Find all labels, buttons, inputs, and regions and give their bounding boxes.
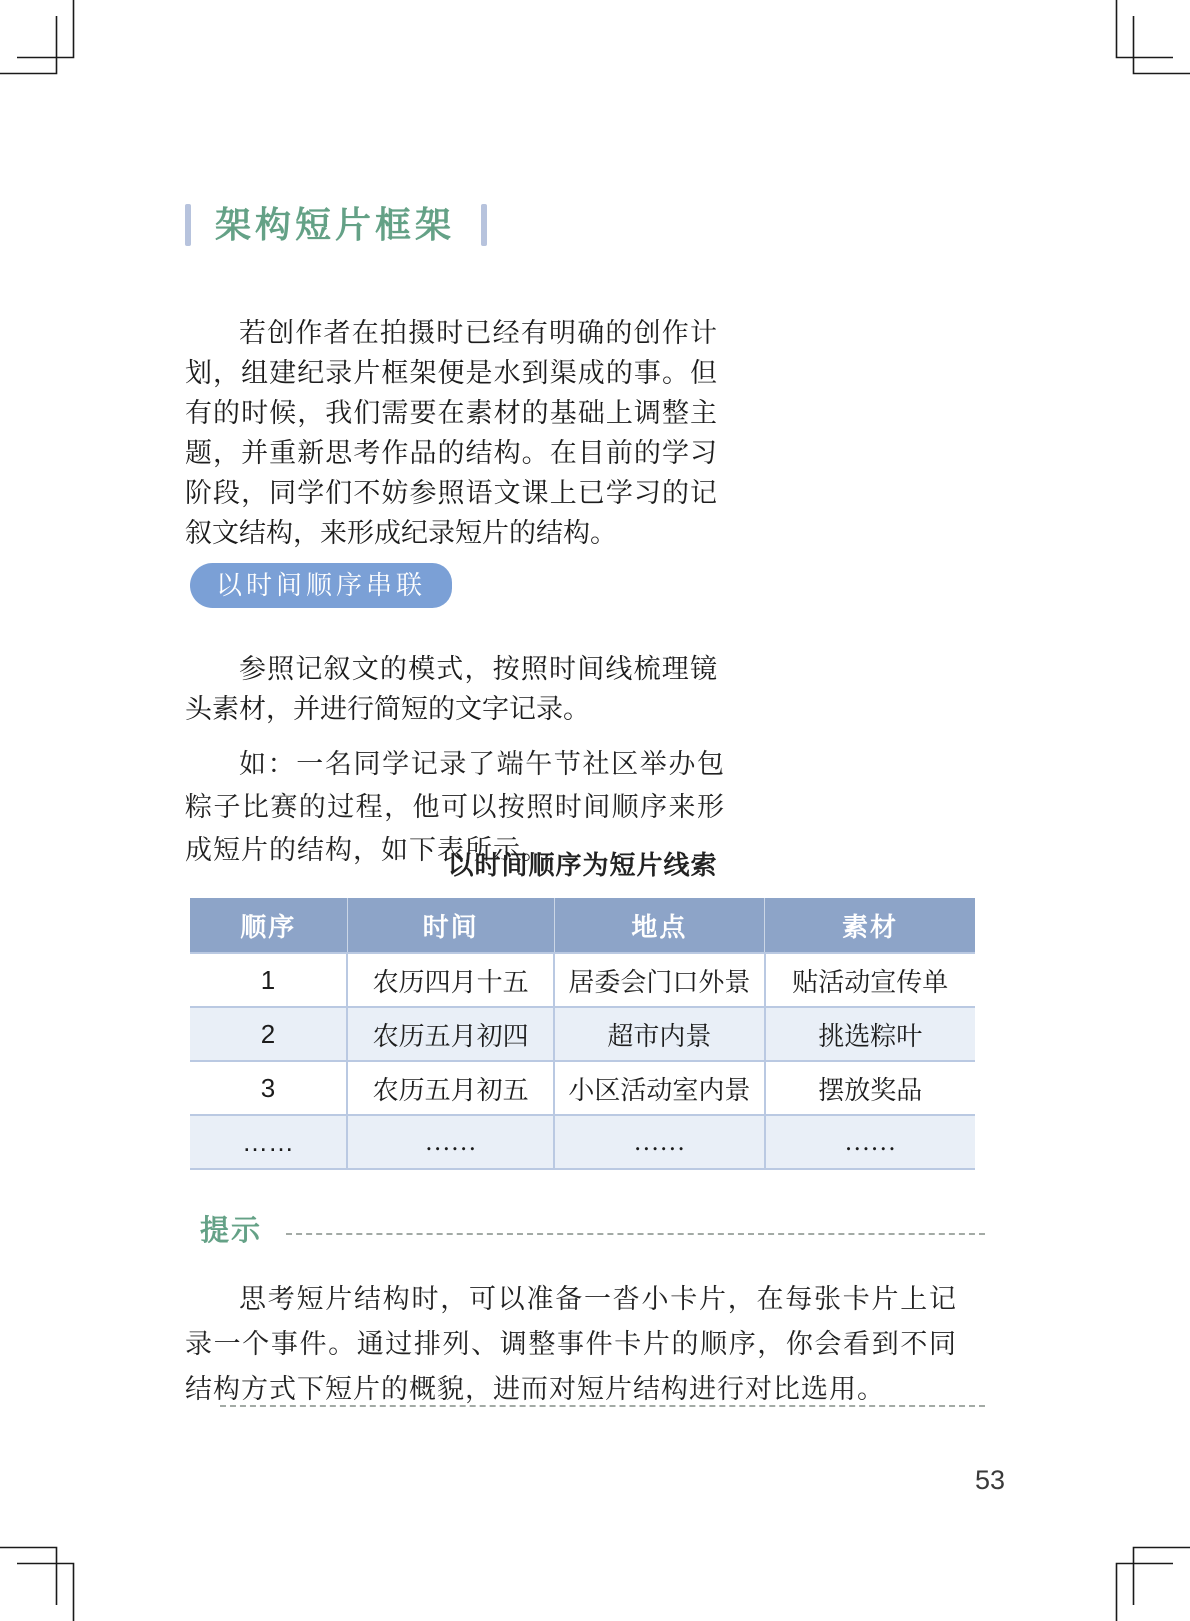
- table-cell: 农历五月初四: [347, 1007, 554, 1061]
- table-cell: 小区活动室内景: [554, 1061, 764, 1115]
- table-row: [190, 953, 975, 1007]
- table-cell: 贴活动宣传单: [765, 953, 975, 1007]
- page-title: 架构短片框架: [215, 204, 456, 245]
- section-heading: [185, 203, 487, 247]
- table-cell: 1: [190, 953, 347, 1007]
- table-cell: 居委会门口外景: [554, 953, 764, 1007]
- table-cell: 2: [190, 1007, 347, 1061]
- table-cell: ……: [554, 1115, 764, 1169]
- crop-mark-icon: [1110, 1541, 1190, 1621]
- table-cell: 挑选粽叶: [765, 1007, 975, 1061]
- timeline-table: [190, 898, 975, 1170]
- table-row: [190, 1007, 975, 1061]
- table-cell: 3: [190, 1061, 347, 1115]
- table-header-row: [190, 898, 975, 953]
- crop-mark-icon: [0, 0, 80, 80]
- hint-divider: [286, 1233, 985, 1235]
- table-cell: ……: [190, 1115, 347, 1169]
- heading-right-bar: [481, 204, 487, 246]
- table-header-cell: 素材: [765, 898, 975, 953]
- table-cell: 摆放奖品: [765, 1061, 975, 1115]
- hint-divider: [220, 1405, 985, 1407]
- table-row: [190, 1061, 975, 1115]
- hint-label: 提示: [200, 1215, 263, 1247]
- table-cell: 农历四月十五: [347, 953, 554, 1007]
- crop-mark-icon: [0, 1541, 80, 1621]
- table-header-cell: 地点: [554, 898, 764, 953]
- table-cell: 超市内景: [554, 1007, 764, 1061]
- table-header-cell: 顺序: [190, 898, 347, 953]
- intro-paragraph: 若创作者在拍摄时已经有明确的创作计划，组建纪录片框架便是水到渠成的事。但有的时候，我们需要在素材的基础上调整主题，并重新思考作品的结构。在目前的学习阶段，同学们不妨参照语文课上已学习的记叙文结构，来形成纪录短片的结构。: [185, 318, 717, 548]
- table-header-cell: 时间: [347, 898, 554, 953]
- table-cell: ……: [347, 1115, 554, 1169]
- crop-mark-icon: [1110, 0, 1190, 80]
- table-cell: 农历五月初五: [347, 1061, 554, 1115]
- table-caption: 以时间顺序为短片线索: [447, 850, 718, 880]
- heading-left-bar: [185, 204, 191, 246]
- table-cell: ……: [765, 1115, 975, 1169]
- section-paragraph: 参照记叙文的模式，按照时间线梳理镜头素材，并进行简短的文字记录。: [185, 654, 717, 724]
- hint-text: 思考短片结构时，可以准备一沓小卡片，在每张卡片上记录一个事件。通过排列、调整事件卡片的顺序，你会看到不同结构方式下短片的概貌，进而对短片结构进行对比选用。: [185, 1284, 957, 1404]
- subsection-badge: 以时间顺序串联: [190, 563, 452, 608]
- example-paragraph: 如：一名同学记录了端午节社区举办包粽子比赛的过程，他可以按照时间顺序来形成短片的结构，如下表所示。: [185, 749, 725, 865]
- page-number: 53: [974, 1465, 1006, 1495]
- table-row: [190, 1115, 975, 1169]
